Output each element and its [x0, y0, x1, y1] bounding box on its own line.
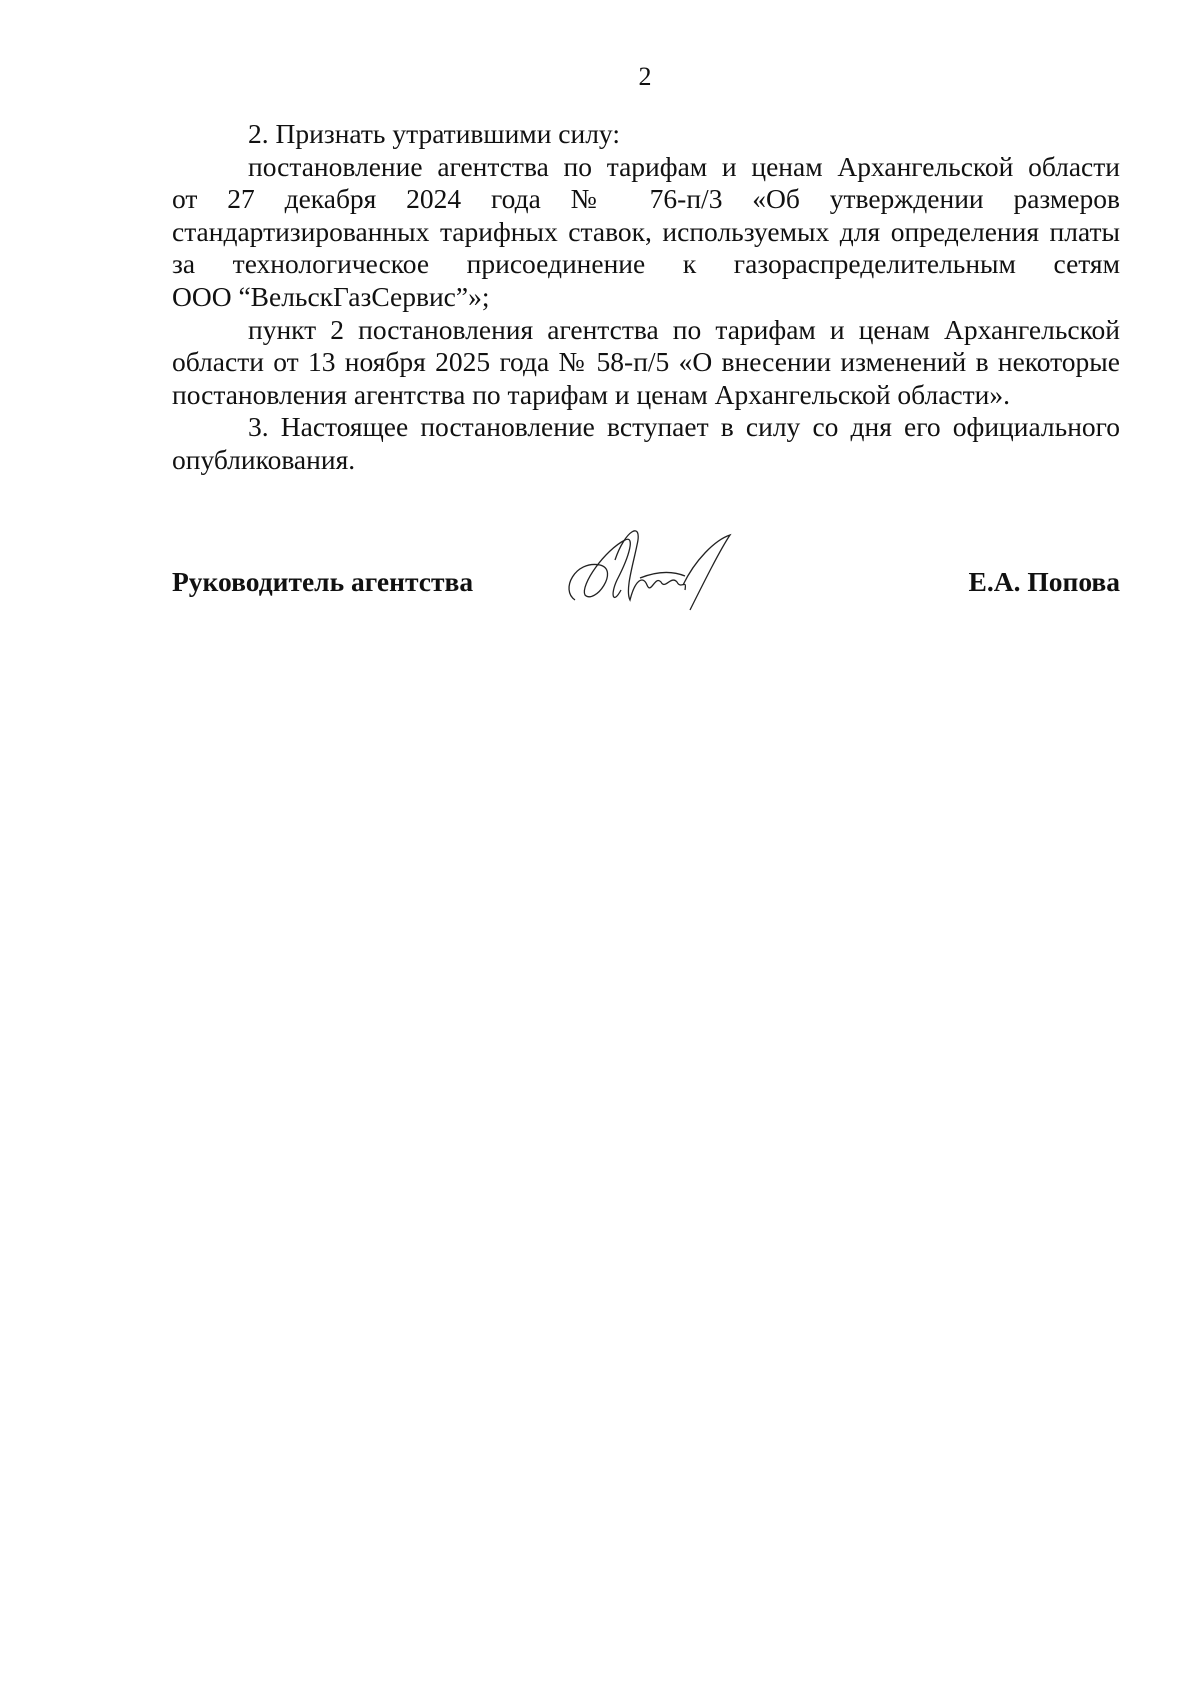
- page-number: 2: [638, 62, 652, 91]
- text-line: 3. Настоящее постановление вступает в силу со дня его официального: [248, 411, 1120, 443]
- signatory-name: Е.А. Попова: [968, 566, 1120, 597]
- text-line: постановления агентства по тарифам и ценам Архангельской области».: [172, 378, 1010, 410]
- signatory-position: Руководитель агентства: [172, 566, 474, 597]
- text-line: ООО “ВельскГазСервис”»;: [172, 280, 490, 312]
- text-line: пункт 2 постановления агентства по тарифам и ценам Архангельской: [248, 313, 1120, 345]
- handwritten-signature: [555, 520, 755, 615]
- document-body: [172, 118, 1120, 477]
- text-line: стандартизированных тарифных ставок, используемых для определения платы: [172, 215, 1120, 247]
- text-line: 2. Признать утратившими силу:: [248, 118, 620, 149]
- text-line: от 27 декабря 2024 года № 76-п/3 «Об утверждении размеров: [172, 183, 1120, 215]
- text-line: постановление агентства по тарифам и ценам Архангельской области: [248, 150, 1120, 182]
- text-line: за технологическое присоединение к газораспределительным сетям: [172, 248, 1120, 280]
- text-line: области от 13 ноября 2025 года № 58-п/5 «О внесении изменений в некоторые: [172, 346, 1120, 378]
- text-line: опубликования.: [172, 443, 356, 475]
